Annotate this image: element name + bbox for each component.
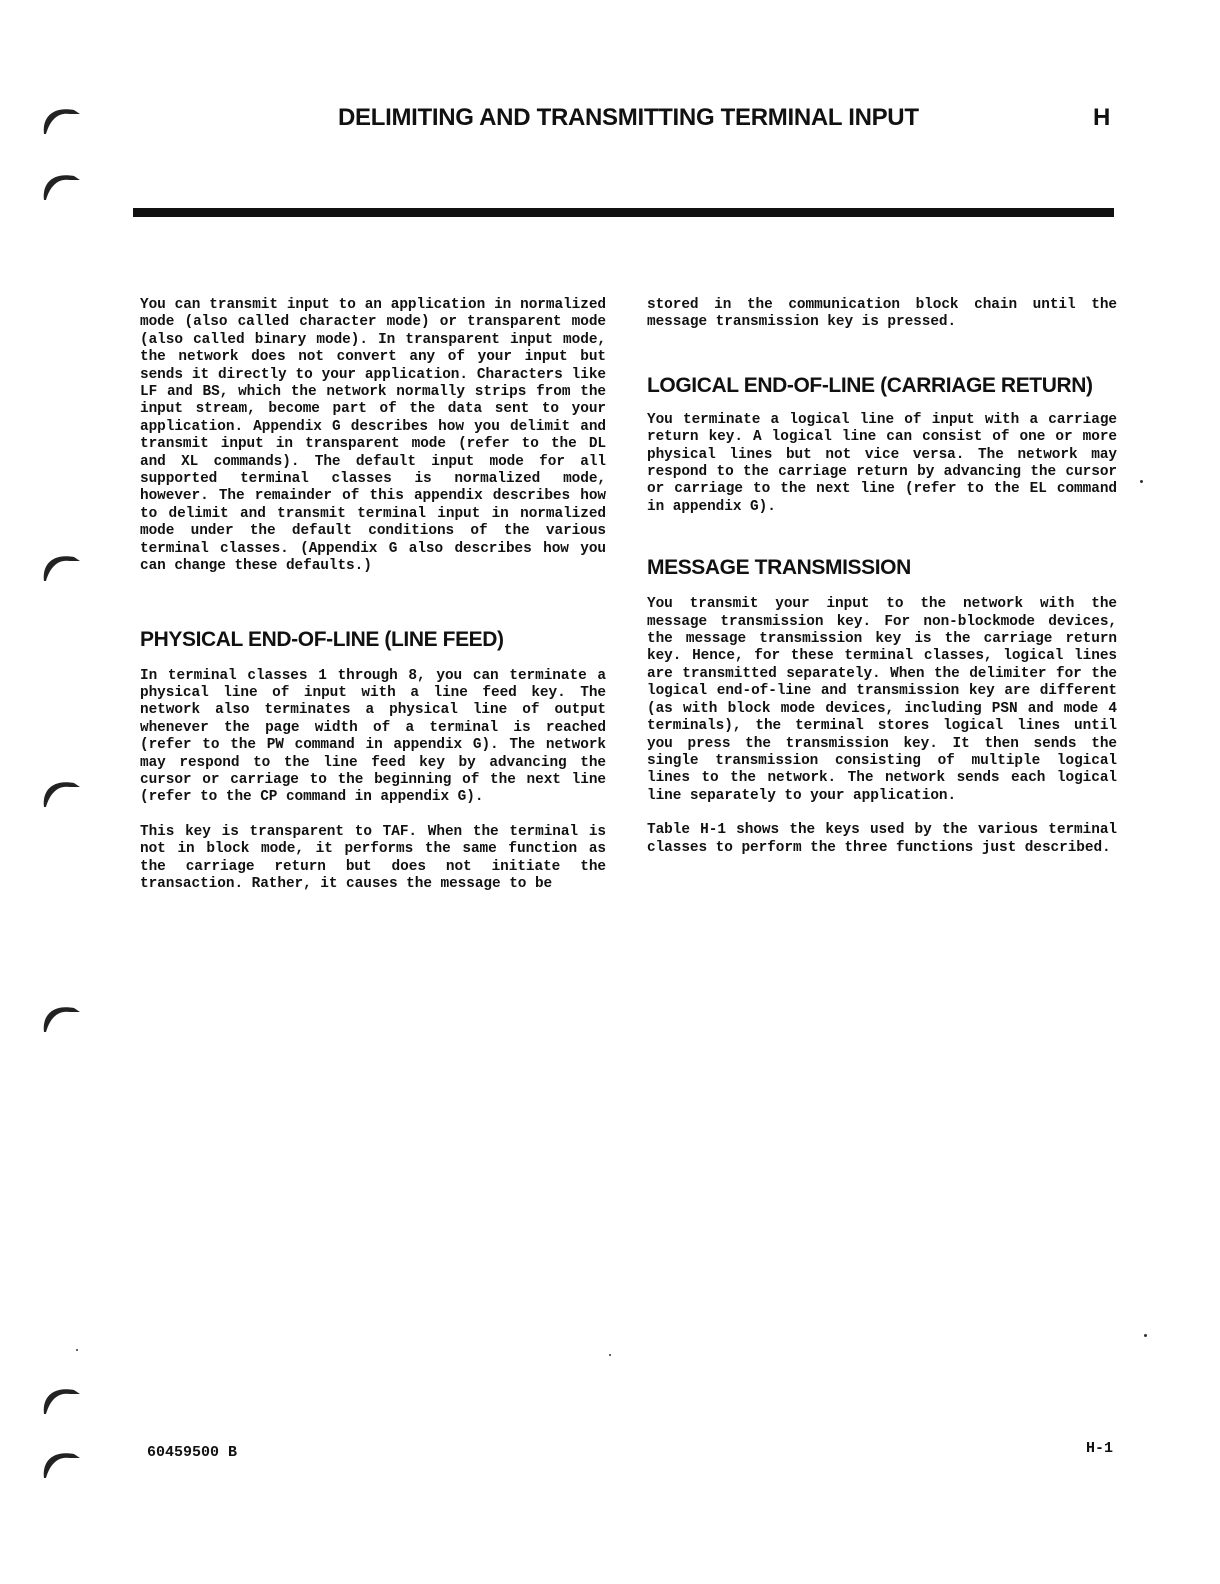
physical-eol-paragraph-2: This key is transparent to TAF. When the terminal is not in block mode, it performs the same function as the carriage return but does not initiate the transaction. Rather, it causes the message to be [140,823,606,892]
intro-paragraph: You can transmit input to an application in normalized mode (also called character mode) or transparent mode (also called binary mode). In transparent input mode, the network does not convert any of your input but sends it directly to your application. Characters like LF and BS, which the network normally strips from the input stream, become part of the data sent to your application. Appendix G describes how you delimit and transmit input in transparent mode (refer to the DL and XL commands). The default input mode for all supported terminal classes is normalized mode, however. The remainder of this appendix describes how to delimit and transmit terminal input in normalized mode under the default conditions of the various terminal classes. (Appendix G also describes how you can change these defaults.) [140,297,606,575]
binder-hole-mark [40,998,84,1034]
document-number: 60459500 B [147,1444,238,1461]
scan-speck [76,1349,78,1351]
header-rule [133,208,1114,217]
page-number: H-1 [1086,1440,1114,1457]
appendix-letter: H [1093,104,1111,131]
left-column [140,297,606,893]
binder-hole-mark [40,773,84,809]
binder-hole-mark [40,547,84,583]
binder-hole-mark [40,166,84,202]
section-heading-physical-eol: PHYSICAL END-OF-LINE (LINE FEED) [140,627,504,651]
message-transmission-paragraph: You transmit your input to the network with the message transmission key. For non-blockmode devices, the message transmission key is the carriage return key. Hence, for these terminal classes, logical lines are transmitted separately. When the delimiter for the logical end-of-line and transmission key are different (as with block mode devices, including PSN and mode 4 terminals), the terminal stores logical lines until you press the transmission key. It then sends the single transmission consisting of multiple logical lines to the network. The network sends each logical line separately to your application. [647,596,1117,804]
binder-hole-mark [40,1380,84,1416]
scan-speck [609,1354,611,1356]
section-heading-logical-eol: LOGICAL END-OF-LINE (CARRIAGE RETURN) [647,373,1093,397]
scan-speck [1140,480,1143,483]
binder-hole-mark [40,100,84,136]
message-transmission-paragraph-2: Table H-1 shows the keys used by the various terminal classes to perform the three functions just described. [647,822,1117,856]
section-heading-message-transmission: MESSAGE TRANSMISSION [647,556,911,580]
scan-speck [1144,1334,1147,1337]
logical-eol-paragraph: You terminate a logical line of input with a carriage return key. A logical line can consist of one or more physical lines but not vice versa. The network may respond to the carriage return by advancing the cursor or carriage to the next line (refer to the EL command in appendix G). [647,411,1117,515]
physical-eol-paragraph: In terminal classes 1 through 8, you can terminate a physical line of input with a line feed key. The network also terminates a physical line of output whenever the page width of a terminal is reached (refer to the PW command in appendix G). The network may respond to the line feed key by advancing the cursor or carriage to the beginning of the next line (refer to the CP command in appendix G). [140,667,606,806]
binder-hole-mark [40,1444,84,1480]
page-title: DELIMITING AND TRANSMITTING TERMINAL INPUT [338,104,919,131]
continuation-paragraph: stored in the communication block chain until the message transmission key is pressed. [647,297,1117,331]
right-column [647,297,1117,857]
